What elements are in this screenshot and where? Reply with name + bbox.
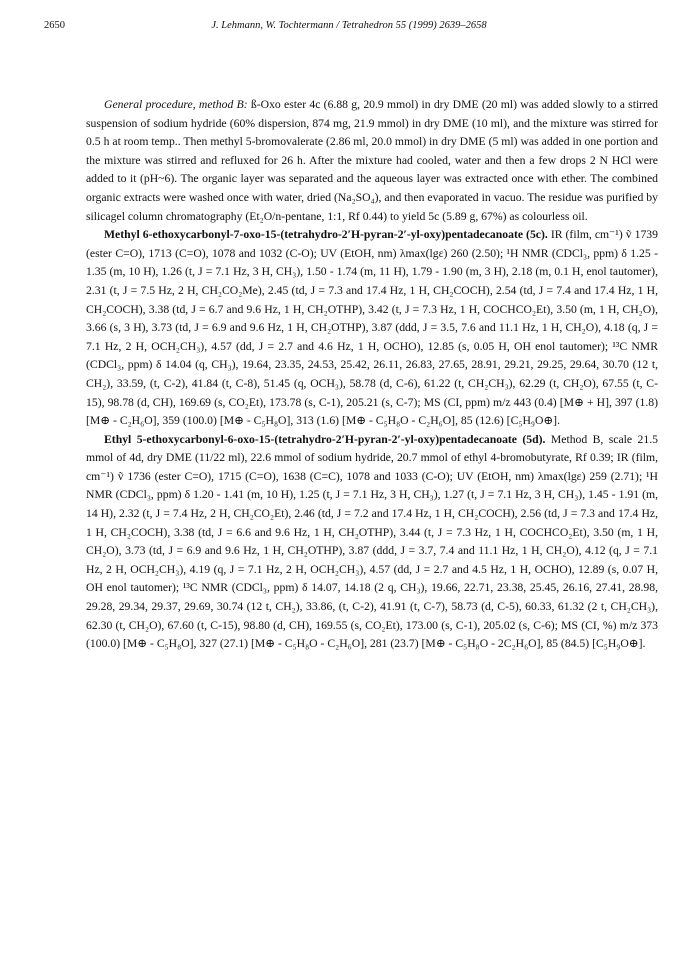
page-number: 2650 (44, 20, 65, 31)
running-head: J. Lehmann, W. Tochtermann / Tetrahedron 55 (1999) 2639–2658 (211, 20, 487, 31)
compound-5c-data: IR (film, cm⁻¹) ṽ 1739 (ester C=O), 1713 (C=O), 1078 and 1032 (C-O); UV (EtOH, nm) λmax(lgε) 260 (2.50); ¹H NMR (CDCl₃, ppm) δ 1.25 - 1.35 (m, 10 H), 1.26 (t, J = 7.1 Hz, 3 H, CH₃), 1.50 - 1.74 (m, 11 H), 1.79 - 1.90 (m, 3 H), 2.18 (m, 0.1 H, enol tautomer), 2.31 (t, J = 7.5 Hz, 2 H, CH₂CO₂Me), 2.45 (td, J = 7.3 and 17.4 Hz, 1 H, CH₂COCH), 2.54 (td, J = 7.4 and 17.4 Hz, 1 H, CH₂COCH), 3.38 (td, J = 6.7 and 9.6 Hz, 1 H, CH₂OTHP), 3.42 (t, J = 7.3 Hz, 1 H, COCHCO₂Et), 3.50 (m, 1 H, CH₂O), 3.66 (s, 3 H), 3.73 (td, J = 6.9 and 9.6 Hz, 1 H, CH₂OTHP), 3.87 (ddd, J = 3.5, 7.6 and 11.1 Hz, 1 H, CH₂O), 4.18 (q, J = 7.1 Hz, 2 H, OCH₂CH₃), 4.57 (dd, J = 2.7 and 4.6 Hz, 1 H, OCHO), 12.85 (s, 0.05 H, OH enol tautomer); ¹³C NMR (CDCl₃, ppm) δ 14.04 (q, CH₃), 19.64, 23.35, 24.53, 25.42, 26.11, 26.83, 27.65, 28.91, 29.21, 29.25, 29.64, 30.70 (12 t, CH₂), 33.59, (t, C-2), 41.84 (t, C-8), 51.45 (q, OCH₃), 58.78 (d, C-6), 61.22 (t, CH₂CH₃), 62.29 (t, CH₂O), 67.55 (t, C-15), 98.78 (d, CH), 169.69 (s, CO₂Et), 173.78 (s, C-1), 205.21 (s, C-7); MS (CI, ppm) m/z 443 (0.4) [M⊕ + H], 397 (1.8) [M⊕ - C₂H₆O], 359 (100.0) [M⊕ - C₅H₈O], 313 (1.6) [M⊕ - C₅H₈O - C₂H₆O], 85 (12.6) [C₅H₉O⊕]. (86, 228, 658, 428)
compound-5c-name: Methyl 6-ethoxycarbonyl-7-oxo-15-(tetrahydro-2′H-pyran-2′-yl-oxy)pentadecanoate (5c). (104, 228, 548, 242)
procedure-text: ß-Oxo ester 4c (6.88 g, 20.9 mmol) in dry DME (20 ml) was added slowly to a stirred suspension of sodium hydride (60% dispersion, 874 mg, 21.9 mmol) in dry DME (10 ml), and the mixture was stirred for 0.5 h at room temp.. Then methyl 5-bromovalerate (2.86 ml, 20.0 mmol) in dry DME (5 ml) was added in one portion and the mixture was stirred and refluxed for 26 h. After the mixture had cooled, water and then a few drops 2 N HCl were added to it (pH~6). The organic layer was separated and the aqueous layer was extracted once with ether. The combined organic extracts were washed once with water, dried (Na₂SO₄), and then evaporated in vacuo. The residue was purified by silicagel column chromatography (Et₂O/n-pentane, 1:1, Rf 0.44) to yield 5c (5.89 g, 67%) as colourless oil. (86, 98, 659, 223)
page-header (44, 20, 654, 38)
paragraph-compound-5d (86, 431, 658, 654)
article-body (86, 96, 658, 654)
compound-5d-data: Method B, scale 21.5 mmol of 4d, dry DME (11/22 ml), 22.6 mmol of sodium hydride, 20.7 mmol of ethyl 4-bromobutyrate, Rf 0.39; IR (film, cm⁻¹) ṽ 1736 (ester C=O), 1715 (C=O), 1638 (C=C), 1078 and 1033 (C-O); UV (EtOH, nm) λmax(lgε) 259 (2.71); ¹H NMR (CDCl₃, ppm) δ 1.20 - 1.41 (m, 10 H), 1.25 (t, J = 7.1 Hz, 3 H, CH₃), 1.27 (t, J = 7.1 Hz, 3 H, CH₃), 1.45 - 1.91 (m, 14 H), 2.32 (t, J = 7.4 Hz, 2 H, CH₂CO₂Et), 2.46 (td, J = 7.2 and 17.4 Hz, 1 H, CH₂COCH), 2.56 (td, J = 7.3 and 17.4 Hz, 1 H, CH₂COCH), 3.38 (td, J = 6.6 and 9.6 Hz, 1 H, CH₂OTHP), 3.44 (t, J = 7.3 Hz, 1 H, COCHCO₂Et), 3.50 (m, 1 H, CH₂O), 3.73 (td, J = 6.9 and 9.6 Hz, 1 H, CH₂OTHP), 3.87 (ddd, J = 3.7, 7.4 and 11.1 Hz, 1 H, CH₂O), 4.12 (q, J = 7.1 Hz, 2 H, OCH₂CH₃), 4.19 (q, J = 7.1 Hz, 2 H, OCH₂CH₃), 4.57 (dd, J = 2.7 and 4.5 Hz, 1 H, OCHO), 12.89 (s, 0.07 H, OH enol tautomer); ¹³C NMR (CDCl₃, ppm) δ 14.07, 14.18 (2 q, CH₃), 19.66, 22.71, 23.38, 25.45, 26.16, 27.41, 28.98, 29.28, 29.34, 29.37, 29.69, 30.74 (12 t, CH₂), 33.86, (t, C-2), 41.91 (t, C-7), 58.73 (d, C-5), 60.33, 61.32 (2 t, CH₂CH₃), 62.30 (t, CH₂O), 67.60 (t, C-15), 98.80 (d, CH), 169.55 (s, CO₂Et), 173.00 (s, C-1), 205.02 (s, C-6); MS (CI, %) m/z 373 (100.0) [M⊕ - C₅H₈O], 327 (27.1) [M⊕ - C₅H₈O - C₂H₆O], 281 (23.7) [M⊕ - C₅H₈O - 2C₂H₆O], 85 (84.5) [C₅H₉O⊕]. (86, 432, 658, 651)
procedure-lead: General procedure, method B: (104, 98, 248, 111)
paragraph-compound-5c (86, 226, 658, 431)
paragraph-general-procedure (86, 96, 658, 226)
compound-5d-name: Ethyl 5-ethoxycarbonyl-6-oxo-15-(tetrahydro-2′H-pyran-2′-yl-oxy)pentadecanoate (5d). (104, 432, 546, 446)
